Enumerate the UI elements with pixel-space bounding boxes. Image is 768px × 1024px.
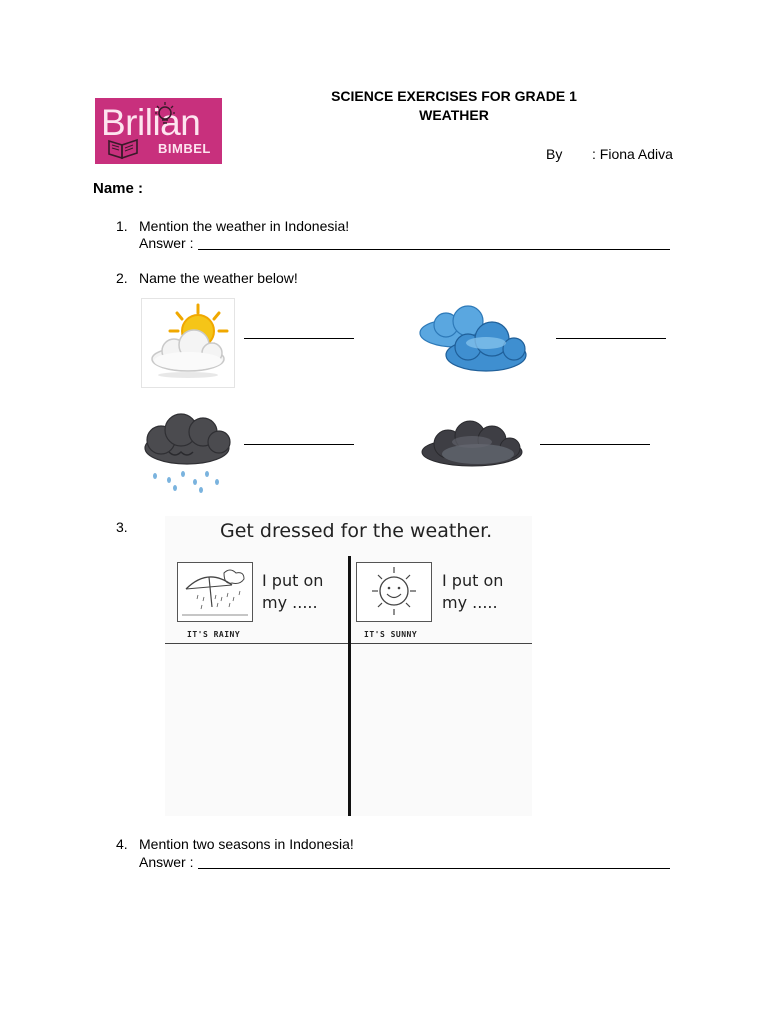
rain-cloud-icon — [141, 408, 233, 494]
worksheet-heading: Get dressed for the weather. — [220, 520, 493, 542]
get-dressed-worksheet — [165, 516, 532, 816]
question-2-text: Name the weather below! — [139, 270, 298, 286]
name-label: Name : — [93, 180, 144, 197]
question-4-text: Mention two seasons in Indonesia! — [139, 836, 354, 852]
question-2-number: 2. — [116, 270, 128, 286]
question-3-number: 3. — [116, 519, 128, 535]
sun-cloud-answer-line[interactable] — [244, 338, 354, 339]
sunny-drawing-area[interactable] — [355, 646, 525, 811]
by-label: By — [546, 146, 563, 162]
dark-cloud-answer-line[interactable] — [540, 444, 650, 445]
question-4-answer-line[interactable] — [198, 868, 670, 869]
sunny-text-line2: my ..... — [442, 593, 498, 612]
worksheet-title-line2: WEATHER — [419, 107, 489, 123]
rainy-text-line2: my ..... — [262, 593, 318, 612]
rainy-drawing-area[interactable] — [173, 646, 343, 811]
question-1-text: Mention the weather in Indonesia! — [139, 218, 350, 234]
rain-cloud-answer-line[interactable] — [244, 444, 354, 445]
worksheet-vertical-divider — [348, 556, 351, 816]
author-name: : Fiona Adiva — [592, 146, 673, 162]
sun-cloud-icon — [142, 299, 234, 387]
book-icon — [107, 136, 139, 160]
question-1-number: 1. — [116, 218, 128, 234]
sunny-picture-frame — [356, 562, 432, 622]
dark-cloud-image — [418, 418, 526, 474]
blue-cloud-answer-line[interactable] — [556, 338, 666, 339]
umbrella-rain-icon — [178, 563, 252, 621]
question-4-number: 4. — [116, 836, 128, 852]
logo-brand-text: Brilian — [101, 102, 201, 143]
rainy-caption: IT'S RAINY — [187, 630, 241, 639]
dark-cloud-icon — [418, 418, 526, 474]
question-1-answer-line[interactable] — [198, 249, 670, 250]
question-4-answer-label: Answer : — [139, 854, 194, 870]
rainy-picture-frame — [177, 562, 253, 622]
smiling-sun-icon — [357, 563, 431, 621]
worksheet-title-line1: SCIENCE EXERCISES FOR GRADE 1 — [331, 88, 577, 104]
lightbulb-icon — [153, 100, 177, 126]
blue-cloud-icon — [416, 303, 530, 377]
brilian-logo — [95, 98, 222, 164]
rainy-text-line1: I put on — [262, 571, 324, 590]
blue-cloud-image — [416, 303, 530, 377]
sun-cloud-image — [141, 298, 235, 388]
question-1-answer-label: Answer : — [139, 235, 194, 251]
sunny-text-line1: I put on — [442, 571, 504, 590]
sunny-caption: IT'S SUNNY — [364, 630, 418, 639]
logo-sub-text: BIMBEL — [158, 141, 211, 156]
rain-cloud-image — [141, 408, 233, 494]
